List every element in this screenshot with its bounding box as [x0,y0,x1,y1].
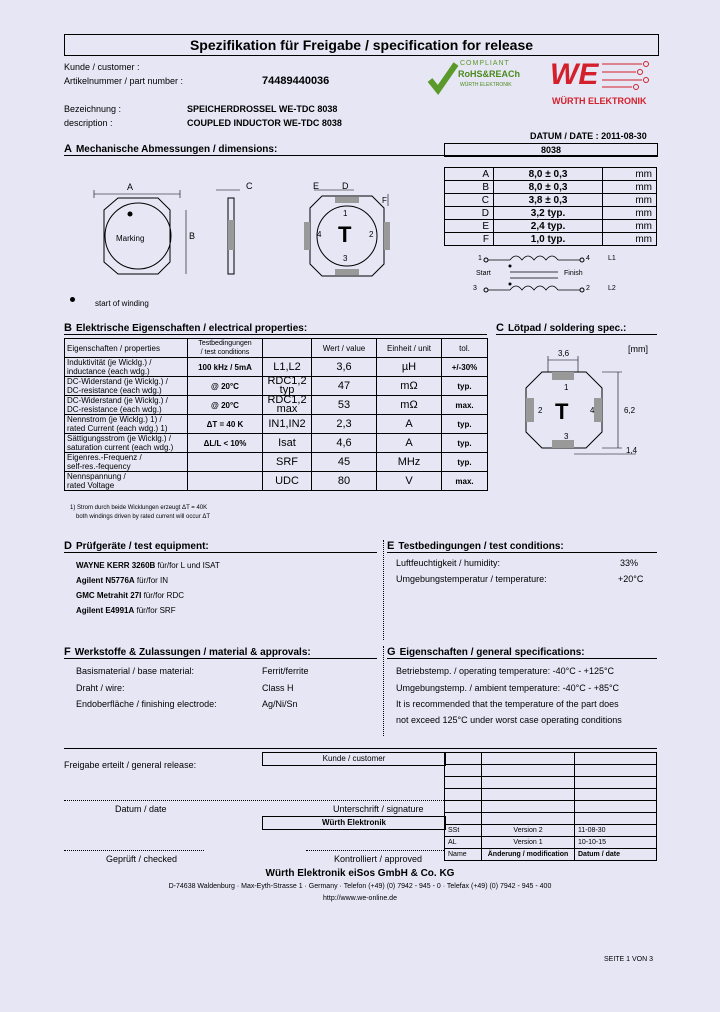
value-cell: 45 [312,453,377,472]
schem-4: 4 [586,255,590,262]
equipment-list [76,558,220,618]
unit-cell: MHz [377,453,442,472]
equipment-item: Agilent N5776A für/for IN [76,576,169,585]
rev-1-mod: Version 2 [482,825,575,837]
equipment-item: Agilent E4991A für/for SRF [76,606,176,615]
dim-unit: mm [603,194,657,207]
dim-label-c: C [246,181,253,191]
section-e-letter: E [387,540,395,552]
tol-cell: +/-30% [442,358,488,377]
electrical-row [65,377,488,396]
section-c-title: Lötpad / soldering spec.: [507,323,627,334]
electrical-table [64,338,488,491]
dim-label-f: F [382,196,387,205]
dim-row [445,233,657,246]
base-material-value: Ferrit/ferrite [262,666,309,676]
dim-value: 8,0 ± 0,3 [494,168,603,181]
date-line: DATUM / DATE : 2011-08-30 [530,131,647,141]
section-f-header [64,646,377,659]
prop-cell: Sättigungsstrom (je Wicklg.) / saturation current (each wdg.) [65,434,188,453]
section-c-header [496,322,657,335]
revision-grid [444,752,657,861]
size-code: 8038 [444,143,658,157]
dim-label-e: E [313,181,320,191]
schem-l2: L2 [608,285,616,292]
value-cell: 3,6 [312,358,377,377]
rohs-badge [426,58,518,98]
pin-2-label: 2 [369,230,374,239]
symbol-cell: IN1,IN2 [263,415,312,434]
bottom-view-t: T [338,222,352,247]
dim-unit: mm [603,207,657,220]
electrical-row [65,453,488,472]
value-cell: 80 [312,472,377,491]
cond-cell: ΔT = 40 K [188,415,263,434]
cond-cell: @ 20°C [188,377,263,396]
rev-hdr-mod: Änderung / modification [482,849,575,861]
humidity-value: 33% [620,558,639,568]
prop-cell: Nennstrom (je Wicklg.) 1) / rated Current (each wdg.) 1) [65,415,188,434]
pad-pin-2: 2 [538,406,543,415]
col-tol: tol. [442,339,488,358]
unit-cell: mΩ [377,396,442,415]
section-e-title: Testbedingungen / test conditions: [398,541,564,552]
desc-label: description : [64,118,113,128]
rev-hdr-date: Datum / date [575,849,657,861]
electrical-row [65,396,488,415]
rev-1-name: SSt [445,825,482,837]
value-cell: 53 [312,396,377,415]
desc-value: COUPLED INDUCTOR WE-TDC 8038 [187,118,342,128]
dim-row [445,220,657,233]
dim-row [445,181,657,194]
customer-header: Kunde / customer [262,752,446,766]
dim-value: 3,8 ± 0,3 [494,194,603,207]
bez-value: SPEICHERDROSSEL WE-TDC 8038 [187,104,338,114]
wire-value: Class H [262,683,294,693]
section-a-title: Mechanische Abmessungen / dimensions: [75,144,278,155]
dim-key: A [445,168,494,181]
symbol-cell: RDC1,2 max [263,396,312,415]
col-unit: Einheit / unit [377,339,442,358]
electrode-value: Ag/Ni/Sn [262,699,298,709]
schem-start: Start [476,270,491,277]
dim-key: C [445,194,494,207]
rev-hdr-name: Name [445,849,482,861]
dim-label-d: D [342,181,349,191]
bez-label: Bezeichnung : [64,104,122,114]
rev-2-date: 10-10-15 [575,837,657,849]
electrical-row [65,415,488,434]
pin-1-label: 1 [343,209,348,218]
value-cell: 4,6 [312,434,377,453]
cond-cell: 100 kHz / 5mA [188,358,263,377]
value-cell: 47 [312,377,377,396]
dim-row [445,194,657,207]
base-material-label: Basismaterial / base material: [76,666,195,676]
prop-cell: Eigenres.-Frequenz / self-res.-fequency [65,453,188,472]
start-of-winding: start of winding [95,299,149,308]
prop-cell: DC-Widerstand (je Wicklg.) / DC-resistance (each wdg.) [65,377,188,396]
start-marker-icon [70,297,75,302]
wire-label: Draht / wire: [76,683,125,693]
unit-cell: V [377,472,442,491]
section-e-header [387,540,657,553]
symbol-cell: L1,L2 [263,358,312,377]
symbol-cell: RDC1,2 typ [263,377,312,396]
tol-cell: typ. [442,453,488,472]
cond-cell [188,472,263,491]
schem-1: 1 [478,255,482,262]
schem-3: 3 [473,285,477,292]
dim-label-a: A [127,182,134,192]
page-title: Spezifikation für Freigabe / specification for release [64,34,659,56]
section-a-letter: A [64,143,72,155]
date-label: Datum / date [115,804,167,814]
tol-cell: typ. [442,377,488,396]
note-2: both windings driven by rated current will occur ΔT [76,514,211,520]
section-g-header [387,646,657,659]
rev-2-mod: Version 1 [482,837,575,849]
footer-address: D-74638 Waldenburg · Max-Eyth-Strasse 1 · Germany · Telefon (+49) (0) 7942 - 945 - 0 · Telefax (+49) (0) 7942 - 945 - 400 [168,883,552,890]
signature-label: Unterschrift / signature [333,804,424,814]
pad-unit: [mm] [628,344,648,354]
temperature-value: +20°C [618,574,644,584]
operating-temp: Betriebstemp. / operating temperature: -40°C - +125°C [396,666,615,676]
section-d-header [64,540,377,553]
pad-pin-1: 1 [564,383,569,392]
dim-label-b: B [189,231,196,241]
dim-unit: mm [603,233,657,246]
section-f-title: Werkstoffe & Zulassungen / material & approvals: [74,647,311,658]
pin-4-label: 4 [317,230,322,239]
col-val: Wert / value [312,339,377,358]
section-g-letter: G [387,646,396,658]
section-f-letter: F [64,646,71,658]
page-number: SEITE 1 VON 3 [604,956,654,963]
prop-cell: DC-Widerstand (je Wicklg.) / DC-resistance (each wdg.) [65,396,188,415]
marking-label: Marking [116,234,145,243]
approved-label: Kontrolliert / approved [334,854,423,864]
dimension-table [444,167,657,246]
pad-t: T [555,399,569,424]
section-b-title: Elektrische Eigenschaften / electrical properties: [75,323,308,334]
recommend-line-1: It is recommended that the temperature of the part does [396,699,619,709]
cond-cell: @ 20°C [188,396,263,415]
unit-cell: A [377,415,442,434]
tol-cell: typ. [442,434,488,453]
tol-cell: max. [442,396,488,415]
we-logo-mark: WE [550,58,599,91]
dim-key: E [445,220,494,233]
footer-company: Würth Elektronik eiSos GmbH & Co. KG [265,868,455,879]
part-number: 74489440036 [262,75,330,87]
unit-cell: mΩ [377,377,442,396]
unit-cell: µH [377,358,442,377]
rohs-line1: COMPLIANT [460,60,510,67]
start-dot-icon [128,212,133,217]
symbol-cell: Isat [263,434,312,453]
section-c-letter: C [496,322,504,334]
checked-label: Geprüft / checked [106,854,178,864]
dim-unit: mm [603,181,657,194]
ambient-temp: Umgebungstemp. / ambient temperature: -40°C - +85°C [396,683,620,693]
dim-unit: mm [603,220,657,233]
brand-name: WÜRTH ELEKTRONIK [552,96,647,106]
electrode-label: Endoberfläche / finishing electrode: [76,699,217,709]
footer-url[interactable]: http://www.we-online.de [323,895,397,902]
electrical-row [65,434,488,453]
equipment-item: GMC Metrahit 27I für/for RDC [76,591,185,600]
dim-key: D [445,207,494,220]
electrical-row [65,472,488,491]
dim-key: B [445,181,494,194]
dim-value: 1,0 typ. [494,233,603,246]
section-g-title: Eigenschaften / general specifications: [399,647,585,658]
value-cell: 2,3 [312,415,377,434]
col-cond: Testbedingungen / test conditions [188,339,263,358]
dim-row [445,207,657,220]
pin-3-label: 3 [343,254,348,263]
symbol-cell: UDC [263,472,312,491]
tol-cell: max. [442,472,488,491]
humidity-label: Luftfeuchtigkeit / humidity: [396,558,501,568]
dim-row [445,168,657,181]
rohs-line3: WÜRTH ELEKTRONIK [460,82,512,88]
cond-cell: ΔL/L < 10% [188,434,263,453]
schem-2: 2 [586,285,590,292]
prop-cell: Nennspannung / rated Voltage [65,472,188,491]
dim-value: 2,4 typ. [494,220,603,233]
prop-cell: Induktivität (je Wicklg.) / inductance (each wdg.) [65,358,188,377]
section-d-letter: D [64,540,72,552]
pad-pin-4: 4 [590,406,595,415]
section-d-title: Prüfgeräte / test equipment: [75,541,209,552]
release-label: Freigabe erteilt / general release: [64,760,197,770]
col-prop: Eigenschaften / properties [65,339,188,358]
circuit-lines-icon [602,60,654,90]
recommend-line-2: not exceed 125°C under worst case operating conditions [396,715,622,725]
dim-value: 3,2 typ. [494,207,603,220]
dim-unit: mm [603,168,657,181]
pad-pin-3: 3 [564,432,569,441]
cond-cell [188,453,263,472]
we-logo [546,58,656,110]
note-1: 1) Strom durch beide Wicklungen erzeugt ΔT = 40K [70,505,208,511]
dim-value: 8,0 ± 0,3 [494,181,603,194]
part-label: Artikelnummer / part number : [64,76,184,86]
pad-dim-2: 6,2 [624,406,636,415]
rev-1-date: 11-08-30 [575,825,657,837]
pad-dim-3: 1,4 [626,446,638,455]
temperature-label: Umgebungstemperatur / temperature: [396,574,547,584]
symbol-cell: SRF [263,453,312,472]
section-b-header [64,322,487,335]
tol-cell: typ. [442,415,488,434]
pad-dim-1: 3,6 [558,349,570,358]
equipment-item: WAYNE KERR 3260B für/for L und ISAT [76,561,220,570]
customer-label: Kunde / customer : [64,62,140,72]
dim-key: F [445,233,494,246]
we-header: Würth Elektronik [262,816,446,830]
section-b-letter: B [64,322,72,334]
electrical-row [65,358,488,377]
unit-cell: A [377,434,442,453]
schem-l1: L1 [608,255,616,262]
schem-finish: Finish [564,270,583,277]
rev-2-name: AL [445,837,482,849]
rohs-line2: RoHS&REACh [458,69,520,79]
